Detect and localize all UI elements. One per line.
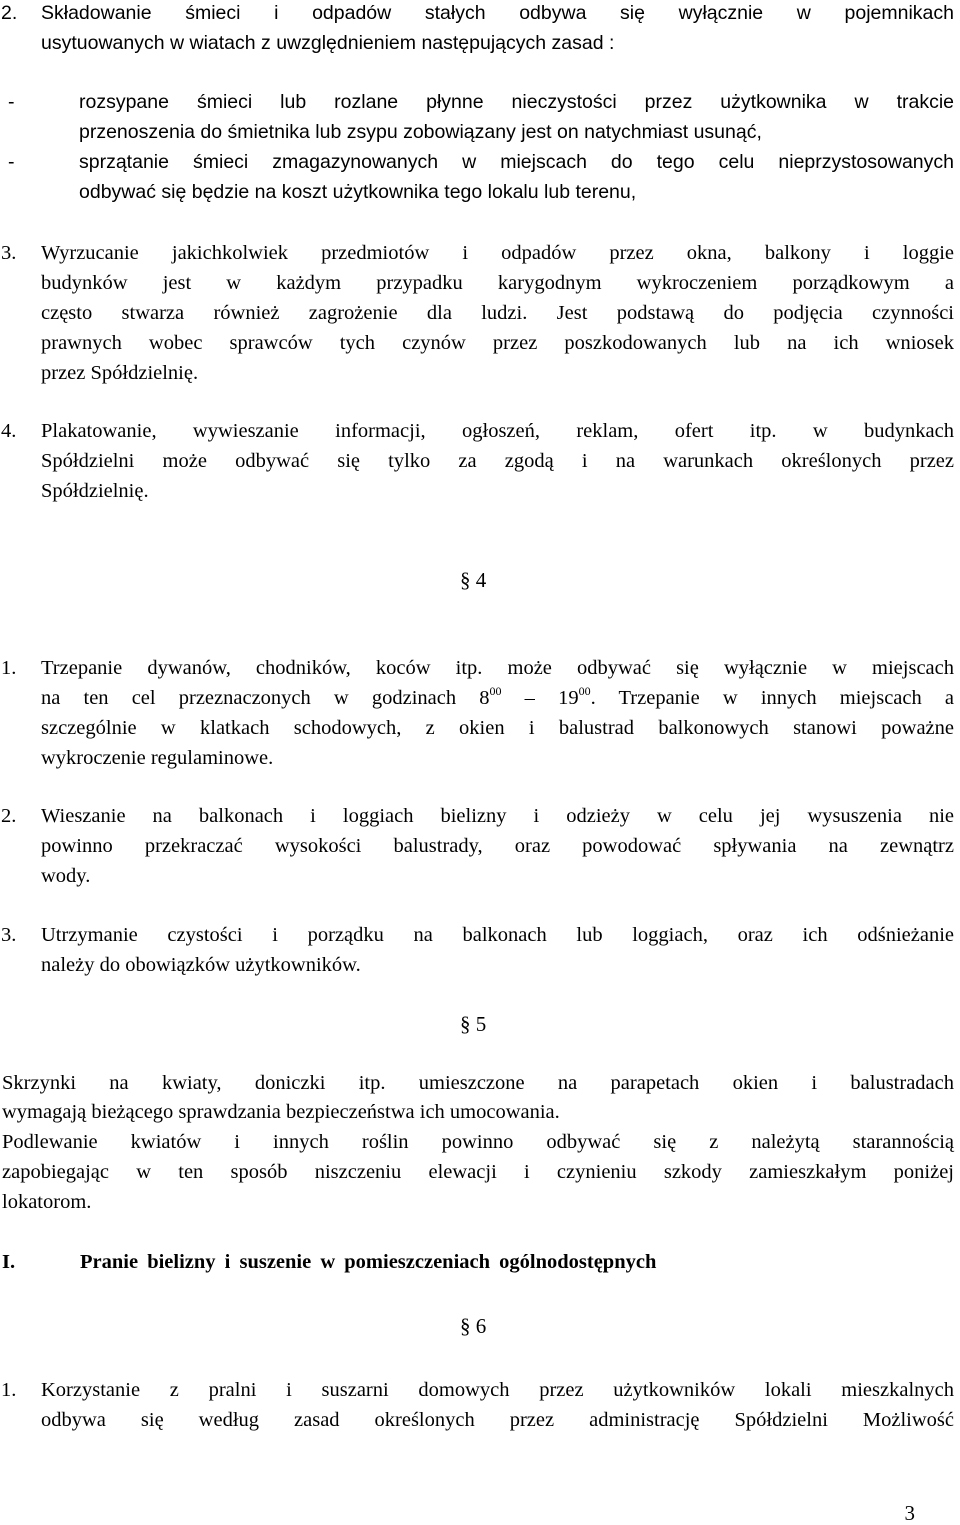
paragraph-number: 1. [1, 657, 17, 679]
en-dash: – [501, 687, 559, 709]
paragraph-line: powinno przekraczać wysokości balustrady, oraz powodować spływania na zewnątrz [41, 835, 954, 857]
superscript-minutes: 00 [489, 684, 502, 698]
paragraph-line: przez Spółdzielnię. [41, 362, 199, 384]
paragraph-line: Spółdzielni może odbywać się tylko za zgodą i na warunkach określonych przez [41, 450, 954, 472]
paragraph-line: odbywa się według zasad określonych przez administrację Spółdzielni Możliwość [41, 1409, 954, 1431]
paragraph-line: Wieszanie na balkonach i loggiach bielizny i odzieży w celu jej wysuszenia nie [41, 805, 954, 827]
paragraph-line: Wyrzucanie jakichkolwiek przedmiotów i odpadów przez okna, balkony i loggie [41, 242, 954, 264]
section-sign: § [460, 1012, 471, 1036]
section-heading-4 [460, 570, 486, 591]
bullet-line: rozsypane śmieci lub rozlane płynne nieczystości przez użytkownika w trakcie [79, 91, 954, 113]
bullet-line: sprzątanie śmieci zmagazynowanych w miejscach do tego celu nieprzystosowanych [79, 151, 954, 173]
paragraph-line: wykroczenie regulaminowe. [41, 747, 274, 769]
line-text: . Trzepanie w innych miejscach a [590, 687, 954, 709]
paragraph-line: często stwarza również zagrożenie dla ludzi. Jest podstawą do podjęcia czynności [41, 302, 954, 324]
paragraph-line: wody. [41, 865, 91, 887]
paragraph-line: Składowanie śmieci i odpadów stałych odbywa się wyłącznie w pojemnikach [41, 2, 954, 24]
section-sign: § [460, 568, 471, 592]
superscript-minutes: 00 [578, 684, 591, 698]
paragraph-number: 4. [1, 420, 17, 442]
page-number: 3 [904, 1501, 915, 1525]
chapter-number: I. [2, 1251, 16, 1273]
bullet-line: odbywać się będzie na koszt użytkownika tego lokalu lub terenu, [79, 181, 637, 203]
section-sign: § [460, 1314, 471, 1338]
paragraph-line: zapobiegając w ten sposób niszczeniu elewacji i czynieniu szkody zamieszkałym poniżej [2, 1161, 954, 1183]
paragraph-line: Spółdzielnię. [41, 480, 149, 502]
paragraph-line: szczególnie w klatkach schodowych, z okien i balustrad balkonowych stanowi poważne [41, 717, 954, 739]
paragraph-line: usytuowanych w wiatach z uwzględnieniem następujących zasad : [41, 32, 615, 54]
paragraph-line: wymagają bieżącego sprawdzania bezpieczeństwa ich umocowania. [2, 1101, 560, 1123]
line-text: na ten cel przeznaczonych w godzinach 8 [41, 687, 490, 709]
paragraph-line-hours [41, 684, 954, 709]
section-number: 4 [475, 568, 487, 592]
section-number: 6 [475, 1314, 487, 1338]
section-number: 5 [475, 1012, 487, 1036]
paragraph-number: 2. [1, 805, 17, 827]
paragraph-number: 3. [1, 924, 17, 946]
paragraph-line: Trzepanie dywanów, chodników, koców itp. może odbywać się wyłącznie w miejscach [41, 657, 954, 679]
paragraph-line: Podlewanie kwiatów i innych roślin powinno odbywać się z należytą starannością [2, 1131, 954, 1153]
paragraph-line: budynków jest w każdym przypadku karygodnym wykroczeniem porządkowym a [41, 272, 954, 294]
paragraph-number: 3. [1, 242, 17, 264]
hour-text: 19 [558, 687, 579, 709]
paragraph-line: należy do obowiązków użytkowników. [41, 954, 361, 976]
paragraph-line: Utrzymanie czystości i porządku na balkonach lub loggiach, oraz ich odśnieżanie [41, 924, 954, 946]
bullet-dash: - [8, 91, 15, 113]
section-heading-6 [460, 1316, 486, 1337]
paragraph-line: prawnych wobec sprawców tych czynów przez poszkodowanych lub na ich wniosek [41, 332, 954, 354]
paragraph-line: lokatorom. [2, 1191, 92, 1213]
paragraph-line: Korzystanie z pralni i suszarni domowych przez użytkowników lokali mieszkalnych [41, 1379, 954, 1401]
paragraph-number: 2. [1, 2, 18, 24]
paragraph-line: Plakatowanie, wywieszanie informacji, ogłoszeń, reklam, ofert itp. w budynkach [41, 420, 954, 442]
paragraph-number: 1. [1, 1379, 17, 1401]
section-heading-5 [460, 1014, 486, 1035]
bullet-line: przenoszenia do śmietnika lub zsypu zobowiązany jest on natychmiast usunąć, [79, 121, 762, 143]
bullet-dash: - [8, 151, 15, 173]
chapter-title: Pranie bielizny i suszenie w pomieszczeniach ogólnodostępnych [80, 1251, 657, 1273]
paragraph-line: Skrzynki na kwiaty, doniczki itp. umieszczone na parapetach okien i balustradach [2, 1072, 954, 1094]
